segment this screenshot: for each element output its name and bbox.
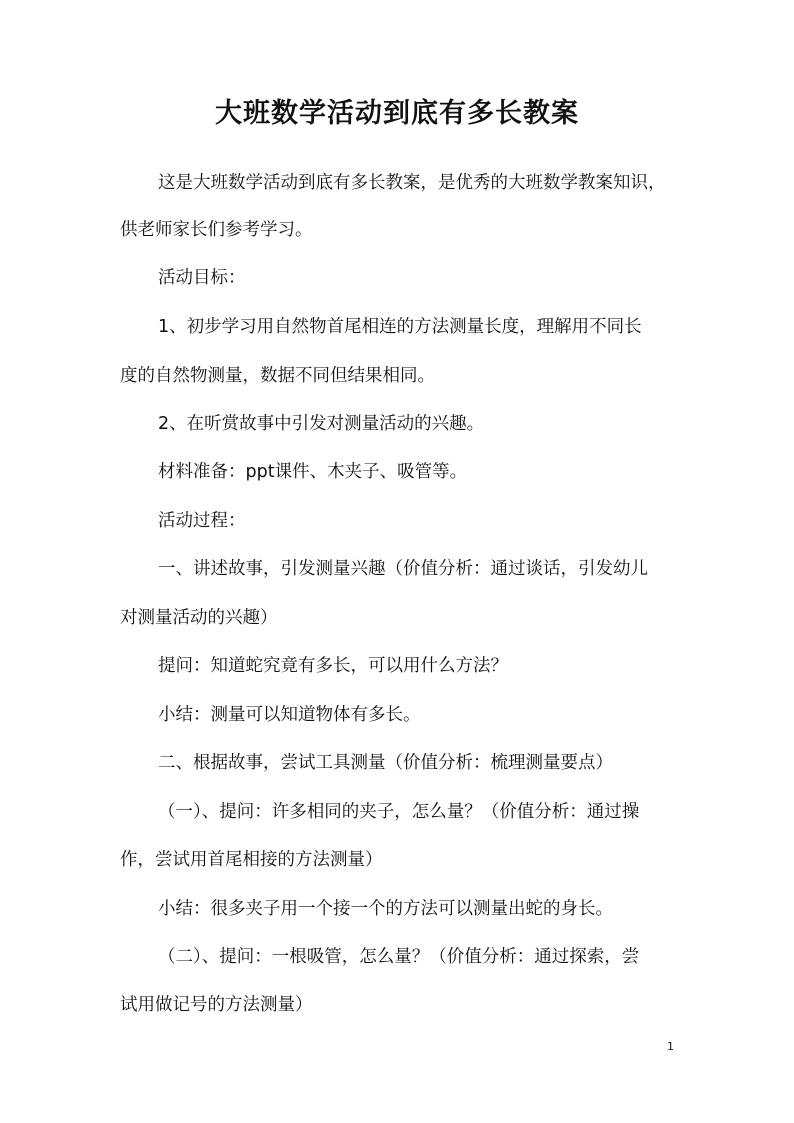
paragraph-line: 一、讲述故事，引发测量兴趣（价值分析：通过谈话，引发幼儿 [158,559,648,579]
paragraph-line: 2、在听赏故事中引发对测量活动的兴趣。 [158,414,485,434]
paragraph-line: 对测量活动的兴趣） [120,608,278,628]
paragraph-line: 度的自然物测量，数据不同但结果相同。 [120,366,435,386]
paragraph-line: 作，尝试用首尾相接的方法测量） [120,850,383,870]
paragraph-line: 供老师家长们参考学习。 [120,220,313,240]
paragraph-line: 小结：测量可以知道物体有多长。 [158,705,421,725]
paragraph-line: 1、初步学习用自然物首尾相连的方法测量长度，理解用不同长 [158,317,642,337]
paragraph-line: 试用做记号的方法测量） [120,995,313,1015]
paragraph-line: （一）、提问：许多相同的夹子，怎么量？（价值分析：通过操 [158,802,640,822]
paragraph-line: 二、根据故事，尝试工具测量（价值分析：梳理测量要点） [158,753,613,773]
section-heading: 活动过程： [158,511,246,531]
paragraph-line: 提问：知道蛇究竟有多长，可以用什么方法？ [158,656,508,676]
section-heading: 活动目标： [158,268,246,288]
paragraph-line: 这是大班数学活动到底有多长教案，是优秀的大班数学教案知识， [158,173,666,193]
document-title: 大班数学活动到底有多长教案 [215,98,579,129]
paragraph-line: 小结：很多夹子用一个接一个的方法可以测量出蛇的身长。 [158,899,613,919]
paragraph-line: （二）、提问：一根吸管，怎么量？（价值分析：通过探索，尝 [158,947,640,967]
page-number: 1 [667,1040,674,1053]
paragraph-line: 材料准备：ppt课件、木夹子、吸管等。 [158,462,468,482]
